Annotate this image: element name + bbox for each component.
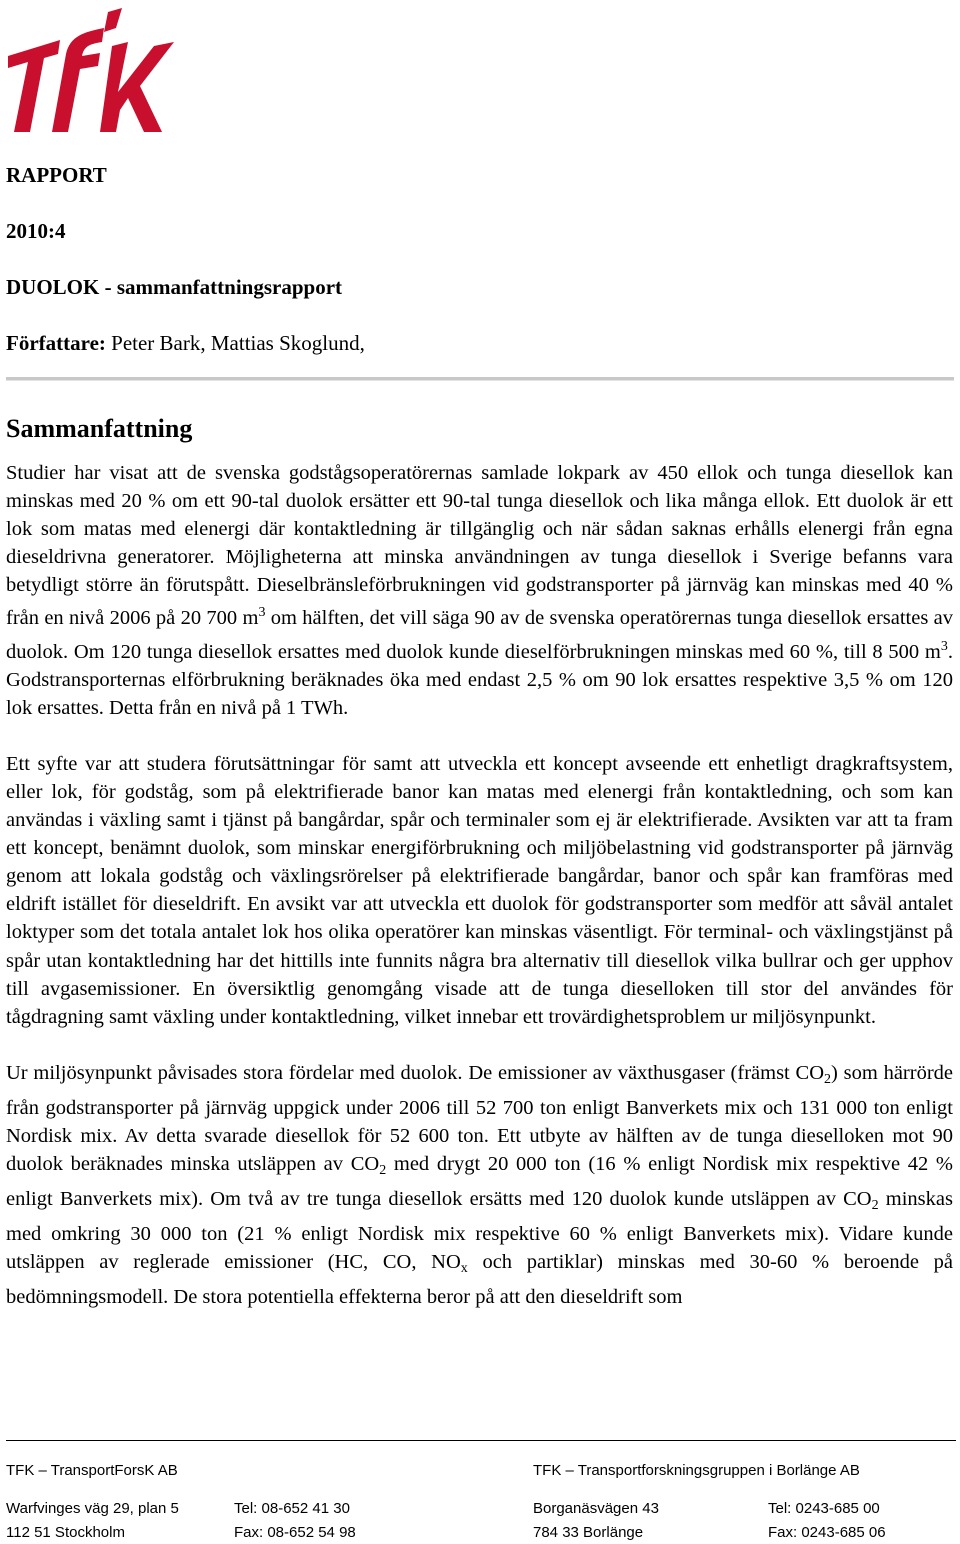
summary-paragraph-1: Studier har visat att de svenska godstågsoperatörernas samlade lokpark av 450 ellok och tunga diesellok kan minskas med 20 % om ett 90-tal duolok ersätter ett 90-tal tunga diesellok och lika många ellok. Ett duolok är ett lok som matas med elenergi där kontaktledning är tillgänglig och när sådan saknas erhålls elenergi från egna dieseldrivna generatorer. Möjligheterna att minska användningen av tunga diesellok i Sverige befanns vara betydligt större än förutspått. Dieselbränsleförbrukningen vid godstransporter på järnväg kan minskas med 40 % från en nivå 2006 på 20 700 $m^3$ om hälften, det vill säga 90 av de svenska operatörernas tunga diesellok ersattes av duolok. Om 120 tunga diesellok ersattes med duolok kunde dieselförbrukningen minskas med 60 %, till 8 500 $m^3$. Godstransporternas elförbrukning beräknades öka med endast 2,5 % om 90 lok ersattes respektive 3,5 % om 120 lok ersattes. Detta från en nivå på 1 TWh. xyxy=(6,462,953,719)
footer-left-tel: Tel: 08-652 41 30 xyxy=(234,1500,350,1517)
report-number: 2010:4 xyxy=(6,219,66,243)
footer-right-org: TFK – Transportforskningsgruppen i Borlänge AB xyxy=(533,1462,860,1479)
footer-left-street: Warfvinges väg 29, plan 5 xyxy=(6,1500,179,1517)
tfk-logo xyxy=(4,6,200,136)
report-type: RAPPORT xyxy=(6,163,107,187)
footer-left-city: 112 51 Stockholm xyxy=(6,1524,125,1541)
footer-right-tel: Tel: 0243-685 00 xyxy=(768,1500,880,1517)
report-title: DUOLOK - sammanfattningsrapport xyxy=(6,275,343,299)
authors-names: Peter Bark, Mattias Skoglund, xyxy=(111,331,365,355)
authors-label: Författare: xyxy=(6,331,106,355)
footer-left-fax: Fax: 08-652 54 98 xyxy=(234,1524,356,1541)
summary-paragraph-3: Ur miljösynpunkt påvisades stora fördelar med duolok. De emissioner av växthusgaser (främst $CO_2$) som härrörde från godstransporter på järnväg uppgick under 2006 till 52 700 ton enligt Banverkets mix och 131 000 ton enligt Nordisk mix. Av detta svarade diesellok för 52 600 ton. Ett utbyte av hälften av de tunga dieselloken mot 90 duolok beräknades minska utsläppen av $CO_2$ med drygt 20 000 ton (16 % enligt Nordisk mix respektive 42 % enligt Banverkets mix). Om två av tre tunga diesellok ersätts med 120 duolok kunde utsläppen av $CO_2$ minskas med omkring 30 000 ton (21 % enligt Nordisk mix respektive 60 % enligt Banverkets mix). Vidare kunde utsläppen av reglerade emissioner (HC, CO, $NO_x$ och partiklar) minskas med 30-60 % beroende på bedömningsmodell. De stora potentiella effekterna beror på att den dieseldrift som xyxy=(6,1061,954,1309)
summary-body xyxy=(6,459,953,1312)
footer-right-fax: Fax: 0243-685 06 xyxy=(768,1524,886,1541)
section-heading: Sammanfattning xyxy=(6,414,193,443)
footer-divider xyxy=(6,1440,956,1441)
footer-left-org: TFK – TransportForsK AB xyxy=(6,1462,178,1479)
footer-right-street: Borganäsvägen 43 xyxy=(533,1500,659,1517)
authors-line xyxy=(6,331,365,356)
summary-paragraph-2: Ett syfte var att studera förutsättningar för samt att utveckla ett koncept avseende ett enhetligt dragkraftsystem, eller lok, för godståg, som på elektrifierade banor kan matas med elenergi från kontaktledning, och som kan användas i växling samt i tjänst på bangårdar, spår och terminaler som ej är elektrifierade. Avsikten var att ta fram ett koncept, benämnt duolok, som minskar energiförbrukning och miljöbelastning vid godstransporter på järnväg genom att lokala godståg och växlingsrörelser på elektrifierade bangårdar, banor och spår kan framföras med eldrift istället för dieseldrift. En avsikt var att utveckla ett duolok för godstransporter som medför att såväl antalet loktyper som det totala antalet lok hos olika operatörer kan minskas väsentligt. För terminal- och växlingstjänst på spår utan kontaktledning har det hittills inte funnits några bra alternativ till diesellok vilka bullrar och ger upphov till avgasemissioner. En översiktlig genomgång visade att de tunga dieselloken till stor del användes för tågdragning samt växling under kontaktledning, vilket innebar ett trovärdighetsproblem ur miljösynpunkt. xyxy=(6,752,953,1028)
header-divider xyxy=(6,377,954,381)
footer-right-city: 784 33 Borlänge xyxy=(533,1524,644,1541)
